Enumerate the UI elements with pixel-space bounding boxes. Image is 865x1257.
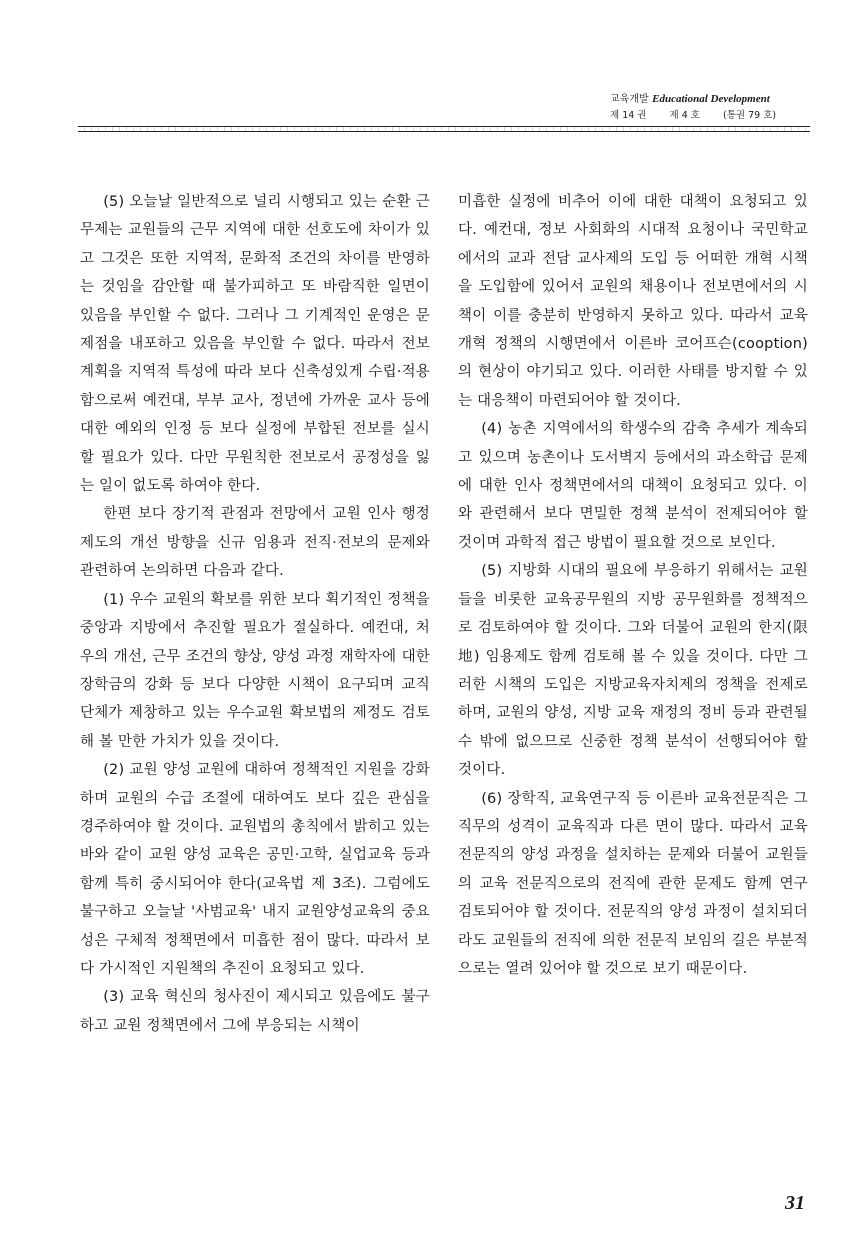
paragraph: (6) 장학직, 교육연구직 등 이른바 교육전문직은 그 직무의 성격이 교육직과 다른 면이 많다. 따라서 교육전문직의 양성 과정을 설치하는 문제와 더불어 교원들의 교육 전문직으로의 전직에 관한 문제도 함께 연구 검토되어야 할 것이다. 전문직의 양성 과정이 설치되더라도 교원들의 전직에 의한 전문직 보임의 길은 부분적으로는 열려 있어야 할 것으로 보기 때문이다. xyxy=(458,790,808,977)
paragraph: 한편 보다 장기적 관점과 전망에서 교원 인사 행정 제도의 개선 방향을 신규 임용과 전직·전보의 문제와 관련하여 논의하면 다음과 같다. xyxy=(80,506,430,580)
paragraph: 미흡한 실정에 비추어 이에 대한 대책이 요청되고 있다. 예컨대, 정보 사회화의 시대적 요청이나 국민학교에서의 교과 전담 교사제의 도입 등 어떠한 개혁 시책을 도입함에 있어서 교원의 채용이나 전보면에서의 시책이 이를 충분히 반영하지 못하고 있다. 따라서 교육 개혁 정책의 시행면에서 이른바 코어프슨(cooption)의 현상이 야기되고 있다. 이러한 사태를 방지할 수 있는 대응책이 마련되어야 할 것이다. xyxy=(458,194,808,409)
issue-info xyxy=(610,109,810,123)
paragraph: (2) 교원 양성 교원에 대하여 정책적인 지원을 강화하며 교원의 수급 조절에 대하여도 보다 깊은 관심을 경주하여야 할 것이다. 교원법의 총칙에서 밝히고 있는 바와 같이 교원 양성 교육은 공민·고학, 실업교육 등과 함께 특히 중시되어야 한다(교육법 제 3조). 그럼에도 불구하고 오늘날 '사범교육' 내지 교원양성교육의 중요성은 구체적 정책면에서 미흡한 점이 많다. 따라서 보다 가시적인 지원책의 추진이 요청되고 있다. xyxy=(80,762,430,977)
paragraph: (1) 우수 교원의 확보를 위한 보다 획기적인 정책을 중앙과 지방에서 추진할 필요가 절실하다. 예컨대, 처우의 개선, 근무 조건의 향상, 양성 과정 재학자에 대한 장학금의 강화 등 보다 다양한 시책이 요구되며 교직 단체가 제창하고 있는 우수교원 확보법의 제정도 검토해 볼 만한 가치가 있을 것이다. xyxy=(80,591,430,750)
running-header xyxy=(610,92,810,123)
header-rule xyxy=(78,126,810,132)
journal-title-english: Educational Development xyxy=(652,93,770,105)
paragraph: (3) 교육 혁신의 청사진이 제시되고 있음에도 불구하고 교원 정책면에서 그에 부응되는 시책이 xyxy=(80,989,430,1034)
right-column xyxy=(458,188,808,983)
journal-title xyxy=(610,92,810,107)
left-column xyxy=(80,188,430,1040)
page-number: 31 xyxy=(785,1192,805,1214)
journal-title-korean: 교육개발 xyxy=(610,94,649,105)
serial-label: (통권 79 호) xyxy=(723,110,777,121)
paragraph: (5) 지방화 시대의 필요에 부응하기 위해서는 교원들을 비롯한 교육공무원의 지방 공무원화를 정책적으로 검토하여야 할 것이다. 그와 더불어 교원의 한지(限地) 임용제도 함께 검토해 볼 수 있을 것이다. 다만 그러한 시책의 도입은 지방교육자치제의 정책을 전제로 하며, 교원의 양성, 지방 교육 재정의 정비 등과 관련될 수 밖에 없으므로 신중한 정책 분석이 선행되어야 할 것이다. xyxy=(458,563,808,779)
volume-label: 제 14 권 xyxy=(610,110,647,121)
issue-label: 제 4 호 xyxy=(669,110,700,121)
paragraph: (5) 오늘날 일반적으로 널리 시행되고 있는 순환 근무제는 교원들의 근무 지역에 대한 선호도에 차이가 있고 그것은 또한 지역적, 문화적 조건의 차이를 반영하는 것임을 감안할 때 불가피하고 또 바람직한 일면이 있음을 부인할 수 없다. 그러나 그 기계적인 운영은 문제점을 내포하고 있음을 부인할 수 없다. 따라서 전보 계획을 지역적 특성에 따라 보다 신축성있게 수립·적용함으로써 예컨대, 부부 교사, 정년에 가까운 교사 등에 대한 예외의 인정 등 보다 실정에 부합된 전보를 실시할 필요가 있다. 다만 무원칙한 전보로서 공정성을 잃는 일이 없도록 하여야 한다. xyxy=(80,194,430,495)
paragraph: (4) 농촌 지역에서의 학생수의 감축 추세가 계속되고 있으며 농촌이나 도서벽지 등에서의 과소학급 문제에 대한 인사 정책면에서의 대책이 요청되고 있다. 이와 관련해서 보다 면밀한 정책 분석이 전제되어야 할 것이며 과학적 접근 방법이 필요할 것으로 보인다. xyxy=(458,421,808,551)
